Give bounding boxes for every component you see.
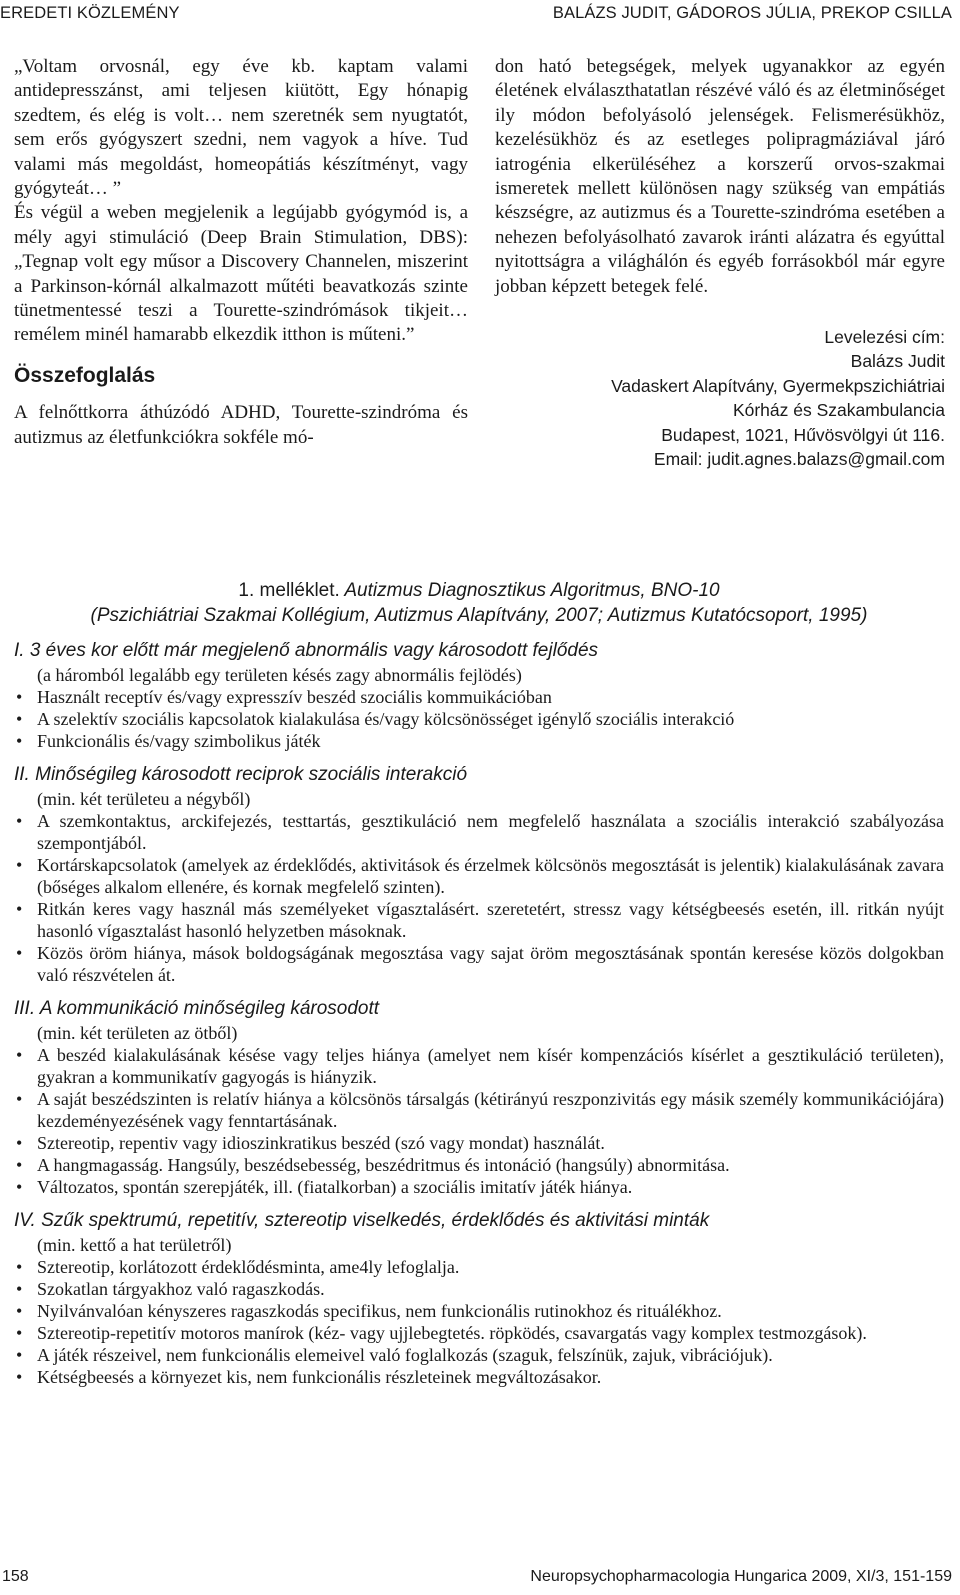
criteria-list [14,810,944,986]
correspondence-address [495,325,945,471]
criteria-heading: II. Minőségileg károsodott reciprok szociális interakció [14,764,468,785]
left-column [14,55,468,450]
bullet-icon: • [16,731,23,751]
criteria-item-text: Kortárskapcsolatok (amelyek az érdeklődés, aktivitások és érzelmek kölcsönös megosztását is jelentik) kialakulásának zavara (bőséges alkalom ellenére, és kornak megfelelő szinten). [37,855,944,897]
bullet-icon: • [16,1133,23,1153]
criteria-item [14,1278,944,1300]
criteria-heading: IV. Szűk spektrumú, repetitív, sztereotip viselkedés, érdeklődés és aktivitási minták [14,1210,710,1231]
right-column [495,55,945,472]
bullet-icon: • [16,1323,23,1343]
annex-1 [14,578,944,1388]
criteria-section [14,1208,944,1388]
criteria-section [14,762,944,986]
criteria-item-text: A szelektív szociális kapcsolatok kialakulása és/vagy kölcsönösséget igénylő szociális interakció [37,709,735,729]
journal-citation: Neuropsychopharmacologia Hungarica 2009, XI/3, 151-159 [530,1568,952,1585]
criteria-list [14,686,944,752]
criteria-item-text: Közös öröm hiánya, mások boldogságának megosztása vagy sajat öröm megosztásának spontán keresése közös dolgokban való részvételen át. [37,943,944,985]
criteria-item [14,1176,944,1198]
criteria-item [14,942,944,986]
criteria-item-text: Sztereotip, repentiv vagy idioszinkratikus beszéd (szó vagy mondat) használát. [37,1133,605,1153]
running-header-authors: BALÁZS JUDIT, GÁDOROS JÚLIA, PREKOP CSILLA [552,4,952,22]
bullet-icon: • [16,1257,23,1277]
address-line: Balázs Judit [850,351,945,372]
bullet-icon: • [16,943,23,963]
criteria-item [14,1322,944,1344]
criteria-list [14,1044,944,1198]
summary-text: A felnőttkorra áthúzódó ADHD, Tourette-szindróma és autizmus az életfunkciókra sokféle mó- [14,402,468,448]
summary-heading: Összefoglalás [14,363,156,387]
annex-title [14,578,944,628]
address-line: Levelezési cím: [824,327,945,348]
criteria-item-text: A szemkontaktus, arckifejezés, testtartás, gesztikuláció nem megfelelő használata a szociális interakció szabályozása szempontjából. [37,811,944,853]
criteria-item [14,730,944,752]
criteria-item-text: Kétségbeesés a környezet kis, nem funkcionális részleteinek megváltozásakor. [37,1367,602,1387]
criteria-item [14,1256,944,1278]
bullet-icon: • [16,709,23,729]
bullet-icon: • [16,811,23,831]
criteria-item-text: Funkcionális és/vagy szimbolikus játék [37,731,321,751]
criteria-item [14,686,944,708]
bullet-icon: • [16,1089,23,1109]
criteria-item [14,1154,944,1176]
page-number: 158 [2,1568,29,1585]
criteria-requirement: (min. két területeu a négyből) [37,789,251,809]
criteria-item [14,1300,944,1322]
running-header-left: EREDETI KÖZLEMÉNY [0,4,180,22]
criteria-heading: I. 3 éves kor előtt már megjelenő abnormális vagy károsodott fejlődés [14,640,599,661]
bullet-icon: • [16,1045,23,1065]
criteria-heading: III. A kommunikáció minőségileg károsodott [14,998,380,1019]
bullet-icon: • [16,1301,23,1321]
criteria-item [14,1132,944,1154]
bullet-icon: • [16,899,23,919]
criteria-item-text: Nyilvánvalóan kényszeres ragaszkodás specifikus, nem funkcionális rutinokhoz és rituálékhoz. [37,1301,722,1321]
criteria-item-text: Változatos, spontán szerepjáték, ill. (fiatalkorban) a szociális imitatív játék hiánya. [37,1177,633,1197]
bullet-icon: • [16,1279,23,1299]
email-address: Email: judit.agnes.balazs@gmail.com [653,449,945,470]
address-line: Vadaskert Alapítvány, Gyermekpszichiátriai [611,375,945,396]
bullet-icon: • [16,687,23,707]
criteria-requirement: (min. két területen az ötből) [37,1023,238,1043]
criteria-item-text: A hangmagasság. Hangsúly, beszédsebesség, beszédritmus és intonáció (hangsúly) abnormitása. [37,1155,730,1175]
criteria-section [14,638,944,752]
criteria-item [14,1366,944,1388]
bullet-icon: • [16,1177,23,1197]
annex-title-text: Autizmus Diagnosztikus Algoritmus, BNO-10 [339,580,720,601]
criteria-item-text: A játék részeivel, nem funkcionális elemeivel való foglalkozás (szaguk, felszínük, zajuk, vibrációjuk). [37,1345,773,1365]
criteria-item [14,708,944,730]
criteria-item [14,810,944,854]
criteria-item-text: Ritkán keres vagy használ más személyeket vígasztalásért. szeretetért, stressz vagy kétségbeesés esetén, ill. ritkán nyújt hasonló vígasztalást hasonló helyzetben másoknak. [37,899,944,941]
criteria-requirement: (min. kettő a hat területről) [37,1235,232,1255]
bullet-icon: • [16,1367,23,1387]
address-line: Kórház és Szakambulancia [732,400,945,421]
criteria-item-text: Sztereotip, korlátozott érdeklődésminta, ame4ly lefoglalja. [37,1257,460,1277]
patient-quote-2: És végül a weben megjelenik a legújabb gyógymód is, a mély agyi stimuláció (Deep Brain Stimulation, DBS): „Tegnap volt egy műsor a Discovery Channelen, miszerint a Parkinson-kórnál alkalmazott műtéti beavatkozás szinte tünetmentessé teszi a Tourette-szindrómások tikjeit… remélem minél hamarabb elkezdik itthon is műteni.” [14,202,468,346]
criteria-item-text: A saját beszédszinten is relatív hiánya a kölcsönös társalgás (kétirányú reszponzivitás egy másik személy kommunikációjára) kezdeményezésének vagy fenntartásának. [37,1089,944,1131]
annex-label: 1. melléklet. [238,580,340,601]
criteria-item [14,1344,944,1366]
annex-title-source: (Pszichiátriai Szakmai Kollégium, Autizmus Alapítvány, 2007; Autizmus Kutatócsoport, 1995) [90,605,868,626]
bullet-icon: • [16,1345,23,1365]
criteria-requirement: (a háromból legalább egy területen késés zagy abnormális fejlödés) [37,665,522,685]
address-line: Budapest, 1021, Hűvösvölgyi út 116. [661,424,945,445]
criteria-list [14,1256,944,1388]
summary-text-continued: don ható betegségek, melyek ugyanakkor az egyén életének elválaszthatatlan részévé váló és az életminőséget ily módon befolyásoló jelenségek. Felismerésükhöz, kezelésükhöz és az esetleges polipragmáziával járó iatrogénia elkerüléséhez a korszerű orvos-szakmai ismeretek mellett különösen nagy szükség van empátiás készségre, az autizmus és a Tourette-szindróma esetében a nehezen befolyásolható zavarok iránti alázatra és egyúttal nyitottságra a világhálón és egyéb forrásokból már egyre jobban képzett betegek felé. [495,56,945,297]
criteria-item-text: Használt receptív és/vagy expresszív beszéd szociális kommuikációban [37,687,552,707]
criteria-item [14,1044,944,1088]
annex-sections [14,638,944,1388]
criteria-item-text: Szokatlan tárgyakhoz való ragaszkodás. [37,1279,325,1299]
patient-quote-1: „Voltam orvosnál, egy éve kb. kaptam valami antidepresszánst, ami teljesen kiütött, Egy hónapig szedtem, és elég is volt… nem szeretnék sem nyugtatót, sem erős gyógyszert szedni, nem vagyok a híve. Tud valami más megoldást, homeopátiás készítményt, vagy gyógyteát… ” [14,56,468,200]
criteria-item-text: A beszéd kialakulásának késése vagy teljes hiánya (amelyet nem kísér kompenzációs kísérlet a gesztikuláció területen), gyakran a kommunikatív gagyogás is hiányzik. [37,1045,944,1087]
criteria-item [14,854,944,898]
bullet-icon: • [16,855,23,875]
criteria-item-text: Sztereotip-repetitív motoros manírok (kéz- vagy ujjlebegtetés. röpködés, csavargatás vagy komplex testmozgások). [37,1323,867,1343]
criteria-item [14,1088,944,1132]
criteria-item [14,898,944,942]
bullet-icon: • [16,1155,23,1175]
criteria-section [14,996,944,1198]
